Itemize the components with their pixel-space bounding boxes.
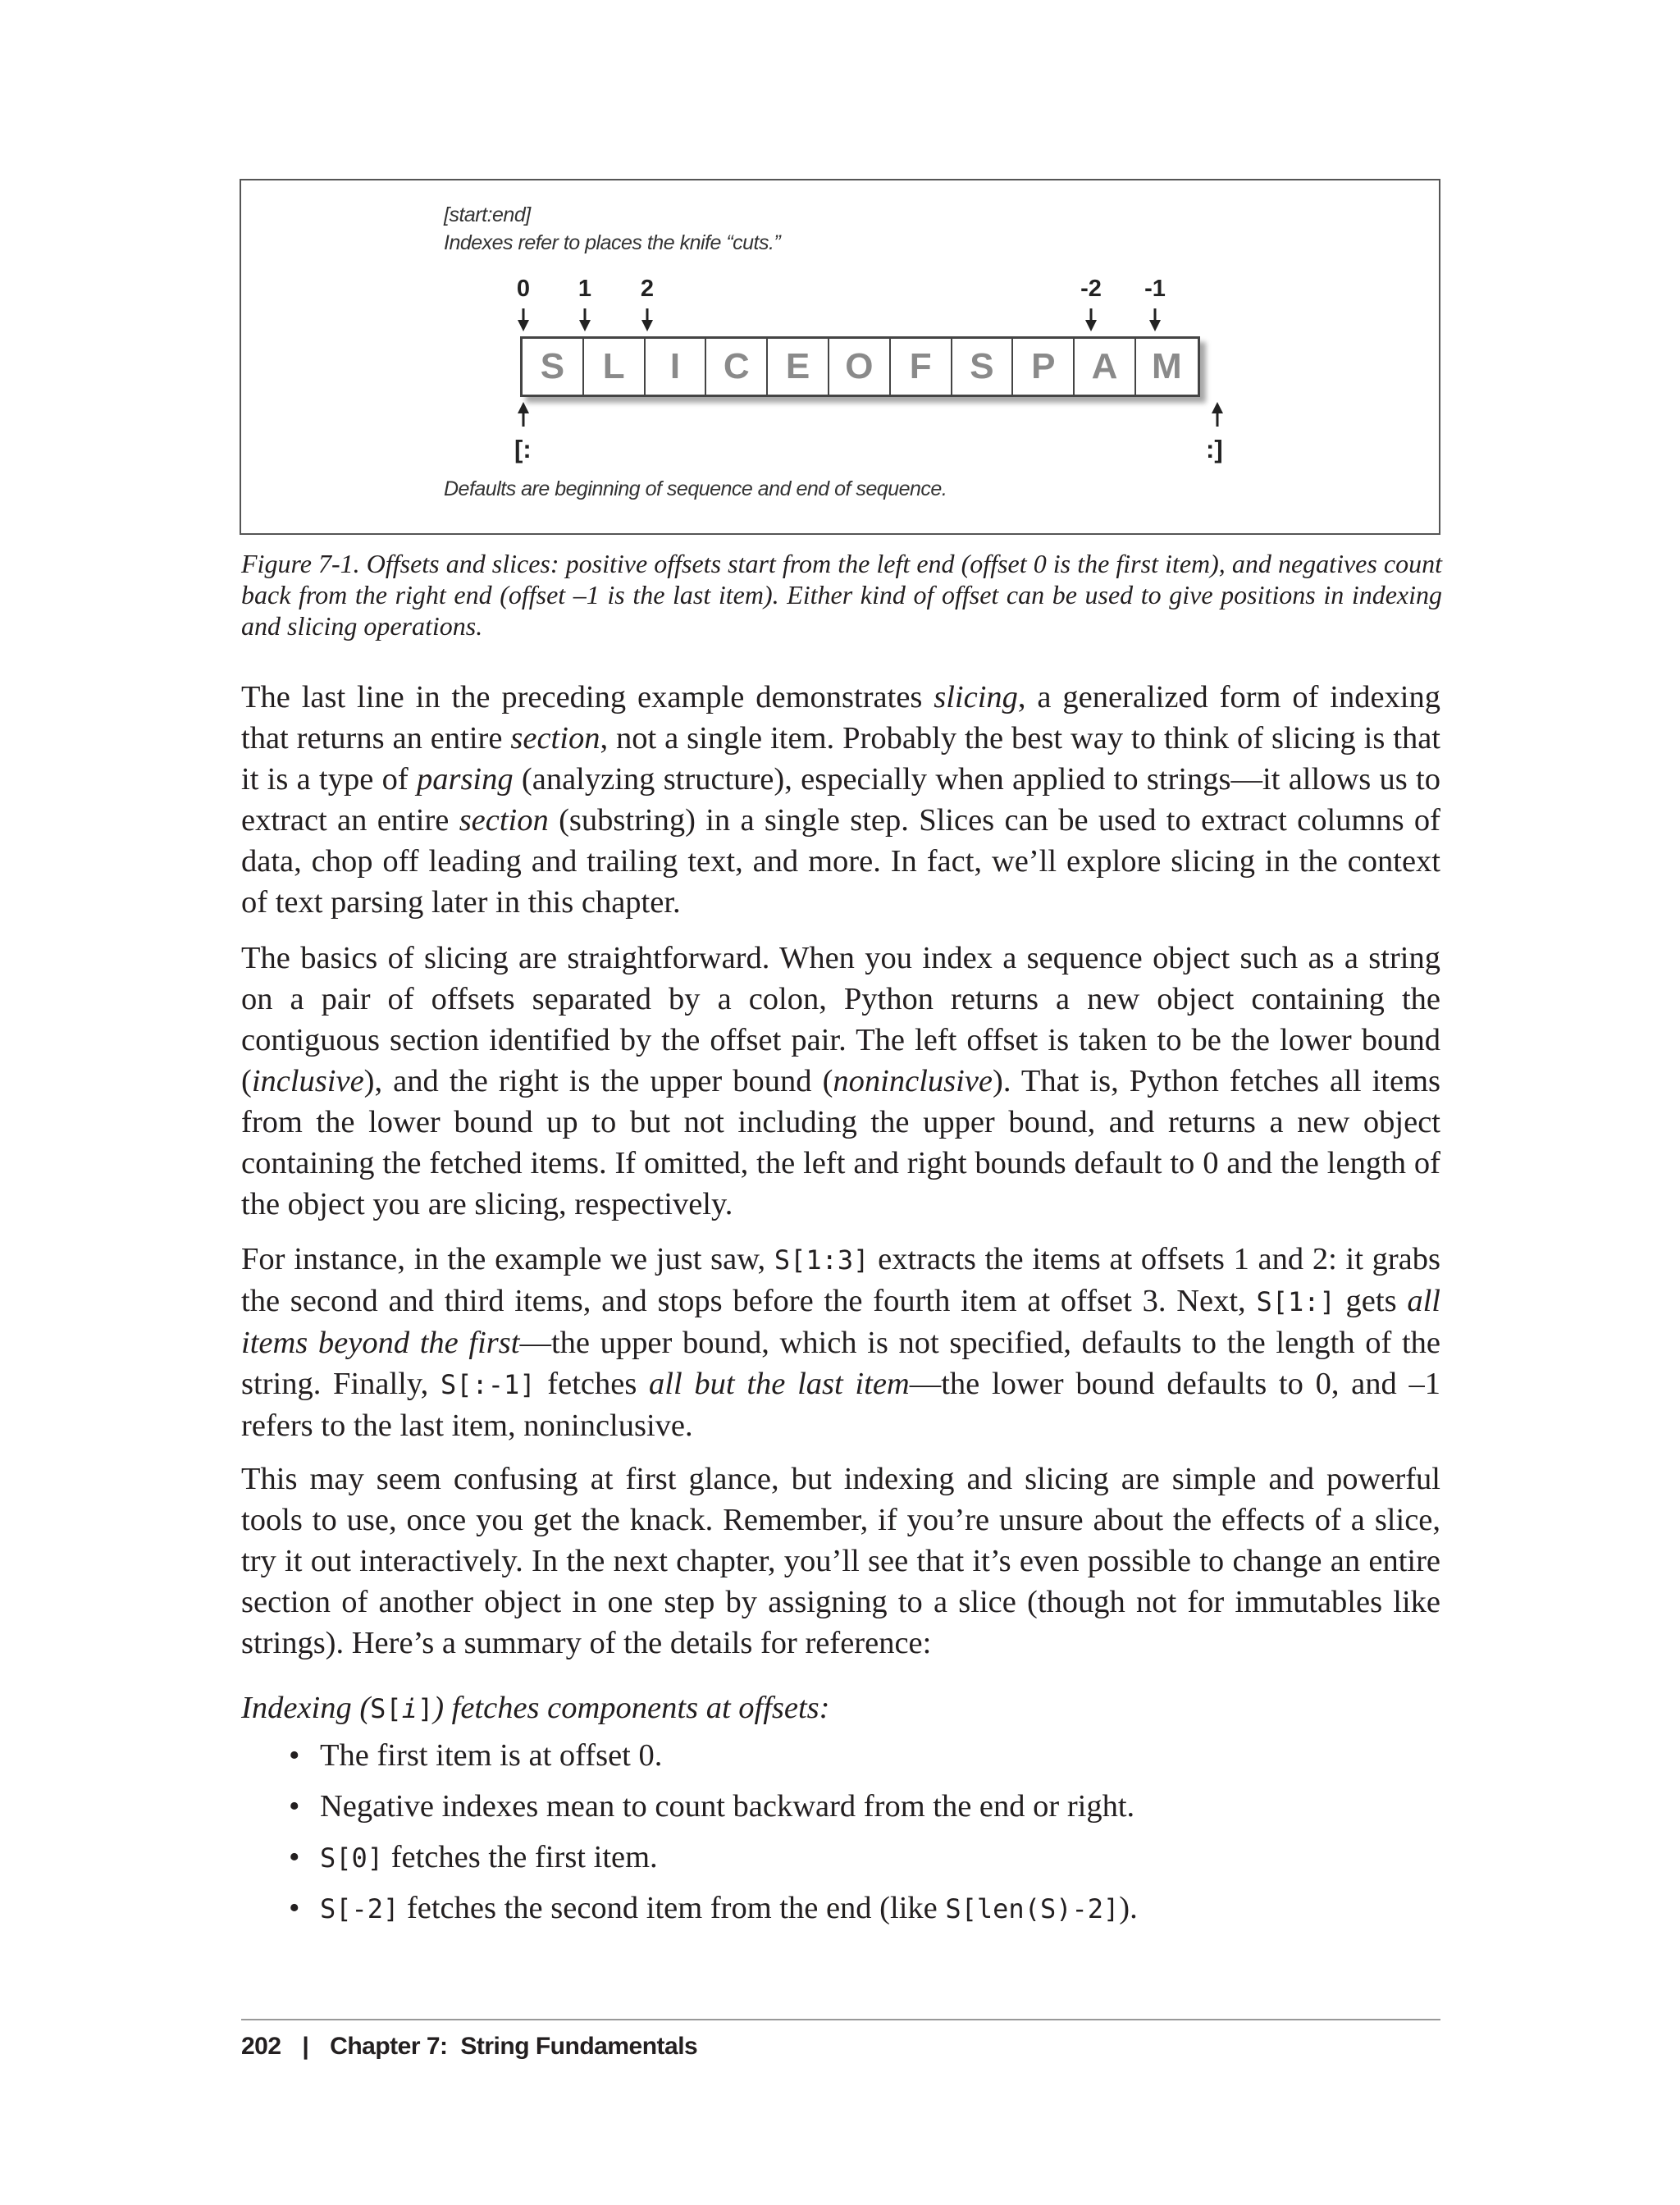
paragraph-slicing-intro: The last line in the preceding example demonstrates slicing, a generalized form of indexing that returns an entire section, not a single item. Probably the best way to think of slicing is that it is a type of parsing (analyzing structure), especially when applied to strings—it allows us to extract an entire section (substring) in a single step. Slices can be used to extract columns of data, chop off leading and trailing text, and more. In fact, we’ll explore slicing in the context of text parsing later in this chapter.: [241, 680, 1440, 920]
arrow-down-icon: [1085, 320, 1097, 331]
footer-rule: [241, 2019, 1440, 2020]
offset-label-neg1: -1: [1144, 276, 1166, 302]
letter-cell: S: [952, 339, 1014, 395]
letter-cell: I: [646, 339, 707, 395]
arrow-down-icon: [1090, 308, 1093, 320]
paragraph-slicing-basics: The basics of slicing are straightforward. When you index a sequence object such as a string on a pair of offsets separated by a colon, Python returns a new object containing the contiguous section identified by the offset pair. The left offset is taken to be the lower bound (inclusive), and the right is the upper bound (noninclusive). That is, Python fetches all items from the lower bound up to but not including the upper bound, and returns a new object containing the fetched items. If omitted, the left and right bounds default to 0 and the length of the object you are slicing, respectively.: [241, 941, 1440, 1221]
page-number: 202: [241, 2033, 281, 2060]
offset-label-0: 0: [516, 276, 531, 302]
offset-label-neg2: -2: [1080, 276, 1102, 302]
arrow-up-icon: [1212, 402, 1223, 413]
letter-cell: S: [523, 339, 584, 395]
letter-cell: E: [768, 339, 829, 395]
bullet-icon: •: [289, 1738, 300, 1773]
list-item: • Negative indexes mean to count backward from the end or right.: [289, 1789, 1135, 1824]
chapter-title: String Fundamentals: [460, 2033, 698, 2060]
figure-caption: Figure 7-1. Offsets and slices: positive offsets start from the left end (offset 0 is the first item), and negatives count back from the right end (offset –1 is the last item). Either kind of offset can be used to give positions in indexing and slicing operations.: [241, 549, 1442, 641]
page-footer: [241, 2033, 697, 2061]
offset-label-1: 1: [578, 276, 592, 302]
arrow-down-icon: [584, 308, 587, 320]
arrow-down-icon: [579, 320, 591, 331]
bullet-icon: •: [289, 1840, 300, 1874]
figure-defaults-note: Defaults are beginning of sequence and end of sequence.: [444, 477, 947, 500]
default-start-label: [:: [514, 435, 532, 463]
list-item: • S[0] fetches the first item.: [289, 1840, 658, 1874]
letter-cell: C: [706, 339, 768, 395]
indexing-heading: Indexing (S[i]) fetches components at offsets:: [241, 1691, 830, 1725]
arrow-down-icon: [518, 320, 529, 331]
letter-cell: A: [1075, 339, 1136, 395]
paragraph-summary-intro: This may seem confusing at first glance, but indexing and slicing are simple and powerful tools to use, once you get the knack. Remember, if you’re unsure about the effects of a slice, try it out interactively. In the next chapter, you’ll see that it’s even possible to change an entire section of another object in one step by assigning to a slice (though not for immutables like strings). Here’s a summary of the details for reference:: [241, 1462, 1440, 1660]
letter-cell: M: [1152, 346, 1182, 386]
letter-strip: [520, 336, 1200, 397]
arrow-down-icon: [1154, 308, 1157, 320]
paragraph-slicing-examples: For instance, in the example we just saw, S[1:3] extracts the items at offsets 1 and 2: it grabs the second and third items, and stops before the fourth item at offset 3. Next, S[1:] gets all items beyond the first—the upper bound, which is not specified, defaults to the length of the string. Finally, S[:-1] fetches all but the last item—the lower bound defaults to 0, and –1 refers to the last item, noninclusive.: [241, 1242, 1440, 1443]
arrow-down-icon: [1149, 320, 1161, 331]
letter-cell: F: [891, 339, 952, 395]
letter-cell: L: [584, 339, 646, 395]
footer-separator: |: [302, 2033, 309, 2060]
arrow-down-icon: [641, 320, 653, 331]
letter-cell: O: [829, 339, 891, 395]
letter-cell: P: [1013, 339, 1075, 395]
default-end-label: :]: [1206, 435, 1223, 463]
list-item: • S[-2] fetches the second item from the end (like S[len(S)-2]).: [289, 1891, 1138, 1925]
chapter-label: Chapter 7:: [330, 2033, 448, 2060]
offset-label-2: 2: [640, 276, 655, 302]
figure-slice-syntax-label: [start:end]: [444, 203, 531, 226]
arrow-down-icon: [646, 308, 649, 320]
arrow-down-icon: [523, 308, 525, 320]
arrow-up-icon: [523, 413, 525, 427]
arrow-up-icon: [1217, 413, 1219, 427]
figure-cuts-note: Indexes refer to places the knife “cuts.”: [444, 231, 781, 254]
bullet-icon: •: [289, 1789, 300, 1824]
list-item: • The first item is at offset 0.: [289, 1738, 663, 1773]
arrow-up-icon: [518, 402, 529, 413]
bullet-icon: •: [289, 1891, 300, 1925]
